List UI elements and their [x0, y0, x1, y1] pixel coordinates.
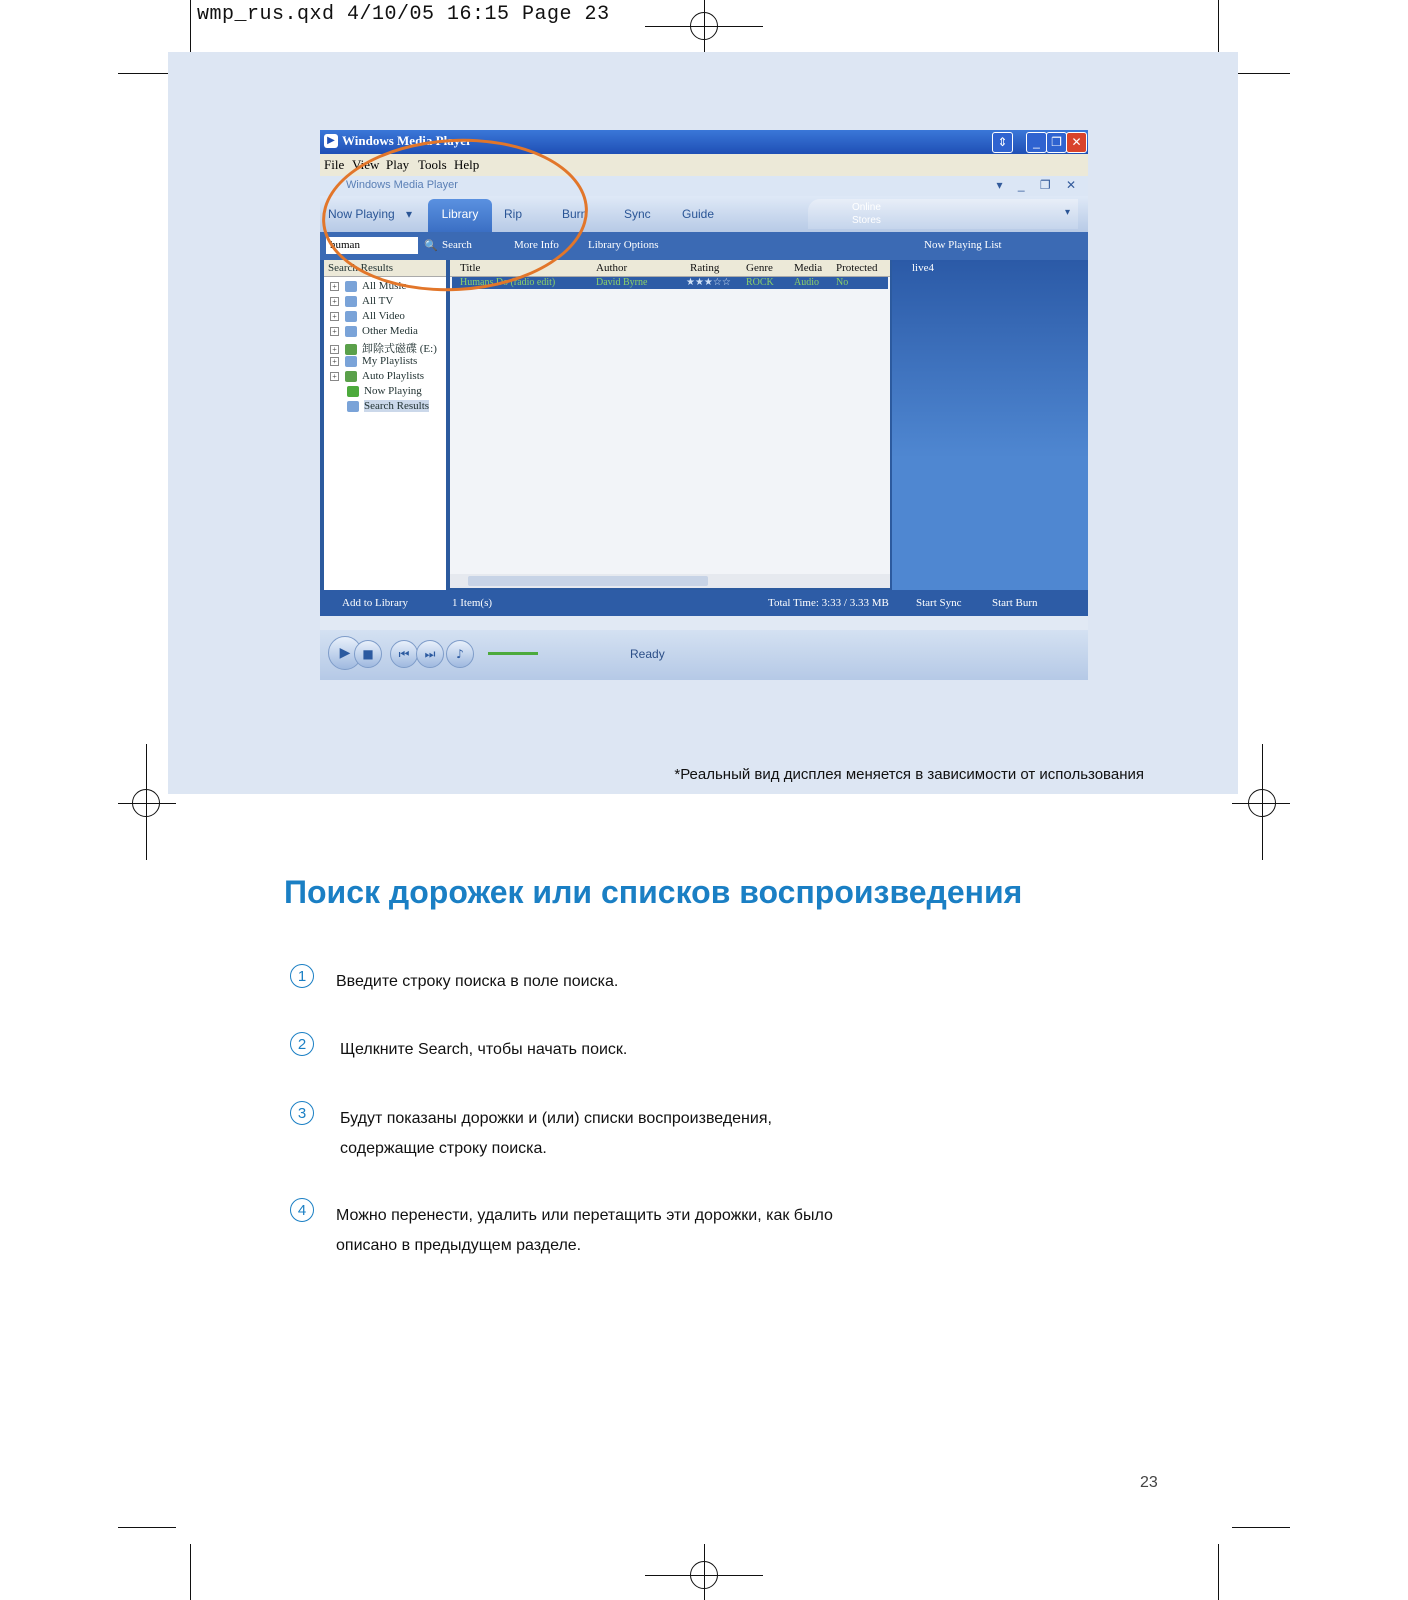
playlist-icon: [345, 356, 357, 367]
col-genre[interactable]: Genre: [746, 262, 773, 274]
restore-button[interactable]: ❐: [1046, 132, 1067, 153]
menu-help[interactable]: Help: [454, 157, 480, 172]
video-icon: [345, 311, 357, 322]
player-controls: [320, 630, 1088, 680]
add-to-library-button[interactable]: Add to Library: [342, 597, 408, 609]
volume-slider[interactable]: [488, 652, 538, 655]
cell-genre: ROCK: [746, 277, 774, 288]
inner-window-controls[interactable]: ▾ _ ❐ ✕: [996, 178, 1082, 192]
stop-button[interactable]: ■: [354, 640, 382, 668]
step-text: Можно перенести, удалить или перетащить эти дорожки, как было описано в предыдущем разделе.: [336, 1207, 833, 1254]
crop-mark: [1232, 1527, 1290, 1528]
start-burn-button[interactable]: Start Burn: [992, 597, 1038, 609]
auto-playlist-icon: [345, 371, 357, 382]
step-text: Введите строку поиска в поле поиска.: [336, 973, 619, 990]
search-input[interactable]: human: [326, 237, 418, 254]
disk-icon: [345, 344, 357, 355]
tree-item-my-playlists[interactable]: + My Playlists: [330, 355, 417, 369]
tree-item-all-tv[interactable]: + All TV: [330, 295, 393, 309]
tree-item-all-video[interactable]: + All Video: [330, 310, 405, 324]
scrollbar-thumb[interactable]: [468, 576, 708, 586]
tab-now-playing[interactable]: Now Playing: [328, 207, 395, 221]
minimize-button[interactable]: _: [1026, 132, 1047, 153]
tab-library[interactable]: Library: [428, 199, 492, 232]
cell-protected: No: [836, 277, 849, 288]
tree-item-now-playing[interactable]: Now Playing: [347, 385, 422, 399]
previous-button[interactable]: ⏮: [390, 640, 418, 668]
search-button[interactable]: Search: [442, 239, 472, 251]
library-tree: [324, 260, 446, 590]
player-status: Ready: [630, 647, 665, 661]
menu-tools[interactable]: Tools: [418, 157, 447, 172]
tree-header-label: Search Results: [328, 262, 394, 274]
tree-item-removable-disk[interactable]: + 卸除式磁碟 (E:): [330, 340, 437, 354]
cell-author: David Byrne: [596, 277, 648, 288]
library-options-button[interactable]: Library Options: [588, 239, 659, 251]
tab-burn[interactable]: Burn: [562, 207, 588, 221]
music-icon: [345, 281, 357, 292]
close-button[interactable]: ✕: [1066, 132, 1087, 153]
page-number: 23: [1140, 1474, 1158, 1491]
menu-view[interactable]: View: [352, 157, 380, 172]
search-results-icon: [347, 401, 359, 412]
print-slug: wmp_rus.qxd 4/10/05 16:15 Page 23: [197, 3, 610, 26]
play-button[interactable]: ▶: [328, 636, 362, 670]
col-media[interactable]: Media: [794, 262, 823, 274]
step-number: 2: [290, 1032, 314, 1056]
crop-mark: [704, 1544, 705, 1600]
crop-mark: [1218, 1544, 1219, 1600]
col-title[interactable]: Title: [460, 262, 481, 274]
crop-mark: [118, 803, 176, 804]
play-icon: [347, 386, 359, 397]
step-number: 4: [290, 1198, 314, 1222]
tree-item-auto-playlists[interactable]: + Auto Playlists: [330, 370, 424, 384]
media-icon: [345, 326, 357, 337]
menu-play[interactable]: Play: [386, 157, 410, 172]
crop-mark: [190, 1544, 191, 1600]
chevron-down-icon: ▾: [1064, 207, 1070, 218]
more-info-button[interactable]: More Info: [514, 239, 559, 251]
compact-toggle-strip: [320, 616, 1088, 630]
col-protected[interactable]: Protected: [836, 262, 878, 274]
horizontal-scrollbar[interactable]: [450, 574, 890, 588]
online-stores-label: Online Stores: [852, 202, 881, 226]
cell-rating[interactable]: ★★★☆☆: [686, 277, 731, 288]
tree-item-other-media[interactable]: + Other Media: [330, 325, 418, 339]
item-count: 1 Item(s): [452, 597, 493, 609]
tree-item-all-music[interactable]: + All Music: [330, 280, 406, 294]
tab-sync[interactable]: Sync: [624, 207, 651, 221]
crop-mark: [1218, 0, 1219, 58]
results-list: [450, 260, 890, 588]
step-text: Щелкните Search, чтобы начать поиск.: [340, 1041, 628, 1058]
crop-mark: [146, 744, 147, 860]
step-number: 1: [290, 964, 314, 988]
cell-media: Audio: [794, 277, 819, 288]
inner-title: Windows Media Player: [346, 179, 458, 191]
screenshot-caption: *Реальный вид дисплея меняется в зависимости от использования: [674, 766, 1144, 783]
playlist-item[interactable]: live4: [912, 262, 934, 274]
next-button[interactable]: ⏭: [416, 640, 444, 668]
total-time: Total Time: 3:33 / 3.33 MB: [768, 597, 889, 609]
tree-item-search-results[interactable]: Search Results: [347, 400, 429, 414]
cell-title: Humans Do (radio edit): [460, 277, 556, 288]
window-title: Windows Media Player: [342, 133, 472, 148]
step-text: Будут показаны дорожки и (или) списки воспроизведения, содержащие строку поиска.: [340, 1110, 772, 1157]
menu-toggle-button[interactable]: ⇕: [992, 132, 1013, 153]
status-bar: [320, 590, 1088, 616]
tv-icon: [345, 296, 357, 307]
search-icon[interactable]: 🔍: [424, 240, 438, 252]
tab-now-playing-dropdown[interactable]: ▾: [406, 207, 413, 221]
crop-mark: [704, 0, 705, 58]
menu-file[interactable]: File: [324, 157, 345, 172]
crop-mark: [190, 0, 191, 58]
wmp-app-icon: ▶: [324, 134, 338, 148]
start-sync-button[interactable]: Start Sync: [916, 597, 962, 609]
tab-rip[interactable]: Rip: [504, 207, 523, 221]
tab-guide[interactable]: Guide: [682, 207, 715, 221]
crop-mark: [1232, 803, 1290, 804]
page-title: Поиск дорожек или списков воспроизведения: [284, 874, 1023, 910]
crop-mark: [1232, 73, 1290, 74]
online-stores-tab[interactable]: [808, 199, 1078, 229]
now-playing-list-button[interactable]: Now Playing List: [924, 239, 1002, 251]
now-playing-list-pane: [892, 260, 1088, 590]
crop-mark: [118, 1527, 176, 1528]
step-number: 3: [290, 1101, 314, 1125]
mute-button[interactable]: ♪: [446, 640, 474, 668]
col-rating[interactable]: Rating: [690, 262, 720, 274]
col-author[interactable]: Author: [596, 262, 628, 274]
crop-mark: [1262, 744, 1263, 860]
